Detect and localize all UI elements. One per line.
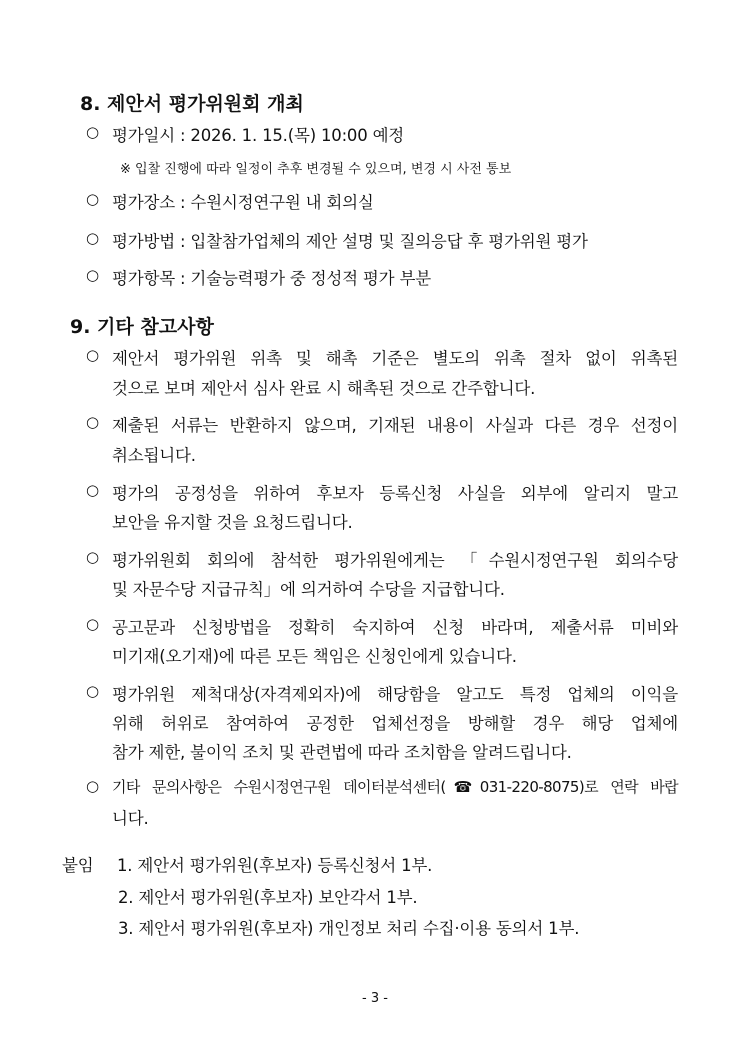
page-number: - 3 - xyxy=(362,991,388,1006)
note-2-line-2: 취소됩니다. xyxy=(112,446,196,465)
attachment-2: 2. 제안서 평가위원(후보자) 보안각서 1부. xyxy=(118,888,418,907)
note-6-line-3: 참가 제한, 불이익 조치 및 관련법에 따라 조치함을 알려드립니다. xyxy=(112,743,572,762)
note-5-line-1: 공고문과 신청방법을 정확히 숙지하여 신청 바라며, 제출서류 미비와 xyxy=(112,618,678,637)
note-3-line-1: 평가의 공정성을 위하여 후보자 등록신청 사실을 외부에 알리지 말고 xyxy=(112,484,678,503)
note-6-line-1: 평가위원 제척대상(자격제외자)에 해당함을 알고도 특정 업체의 이익을 xyxy=(112,685,678,704)
note-5-line-2: 미기재(오기재)에 따른 모든 책임은 신청인에게 있습니다. xyxy=(112,647,517,666)
bullet-icon: ○ xyxy=(86,615,100,633)
bullet-icon: ○ xyxy=(86,548,100,566)
bullet-icon: ○ xyxy=(86,266,100,284)
bullet-icon: ○ xyxy=(86,229,100,247)
section-9-title: 9. 기타 참고사항 xyxy=(70,316,214,338)
note-2-line-1: 제출된 서류는 반환하지 않으며, 기재된 내용이 사실과 다른 경우 선정이 xyxy=(112,416,678,435)
eval-date: 평가일시 : 2026. 1. 15.(목) 10:00 예정 xyxy=(112,126,405,145)
section-8-title: 8. 제안서 평가위원회 개최 xyxy=(80,93,304,115)
note-4-line-2: 및 자문수당 지급규칙」에 의거하여 수당을 지급합니다. xyxy=(112,580,505,599)
bullet-icon: ○ xyxy=(86,777,100,795)
eval-method: 평가방법 : 입찰참가업체의 제안 설명 및 질의응답 후 평가위원 평가 xyxy=(112,232,588,251)
note-7-line-2: 니다. xyxy=(112,809,149,828)
note-3-line-2: 보안을 유지할 것을 요청드립니다. xyxy=(112,513,353,532)
eval-items: 평가항목 : 기술능력평가 중 정성적 평가 부분 xyxy=(112,269,431,288)
bullet-icon: ○ xyxy=(86,123,100,141)
attachment-1: 1. 제안서 평가위원(후보자) 등록신청서 1부. xyxy=(117,856,433,875)
bullet-icon: ○ xyxy=(86,682,100,700)
eval-place: 평가장소 : 수원시정연구원 내 회의실 xyxy=(112,193,374,212)
note-4-line-1: 평가위원회 회의에 참석한 평가위원에게는 「수원시정연구원 회의수당 xyxy=(112,551,678,570)
bullet-icon: ○ xyxy=(86,190,100,208)
note-1-line-2: 것으로 보며 제안서 심사 완료 시 해촉된 것으로 간주합니다. xyxy=(112,379,536,398)
bullet-icon: ○ xyxy=(86,481,100,499)
note-6-line-2: 위해 허위로 참여하여 공정한 업체선정을 방해할 경우 해당 업체에 xyxy=(112,714,678,733)
note-1-line-1: 제안서 평가위원 위촉 및 해촉 기준은 별도의 위촉 절차 없이 위촉된 xyxy=(112,349,678,368)
schedule-note: ※ 입찰 진행에 따라 일정이 추후 변경될 수 있으며, 변경 시 사전 통보 xyxy=(120,162,512,177)
bullet-icon: ○ xyxy=(86,346,100,364)
attachment-3: 3. 제안서 평가위원(후보자) 개인정보 처리 수집·이용 동의서 1부. xyxy=(118,919,580,938)
bullet-icon: ○ xyxy=(86,413,100,431)
note-7-line-1: 기타 문의사항은 수원시정연구원 데이터분석센터(☎031-220-8075)로 연락 바랍 xyxy=(112,778,678,796)
attachments-label: 붙임 xyxy=(62,856,94,875)
